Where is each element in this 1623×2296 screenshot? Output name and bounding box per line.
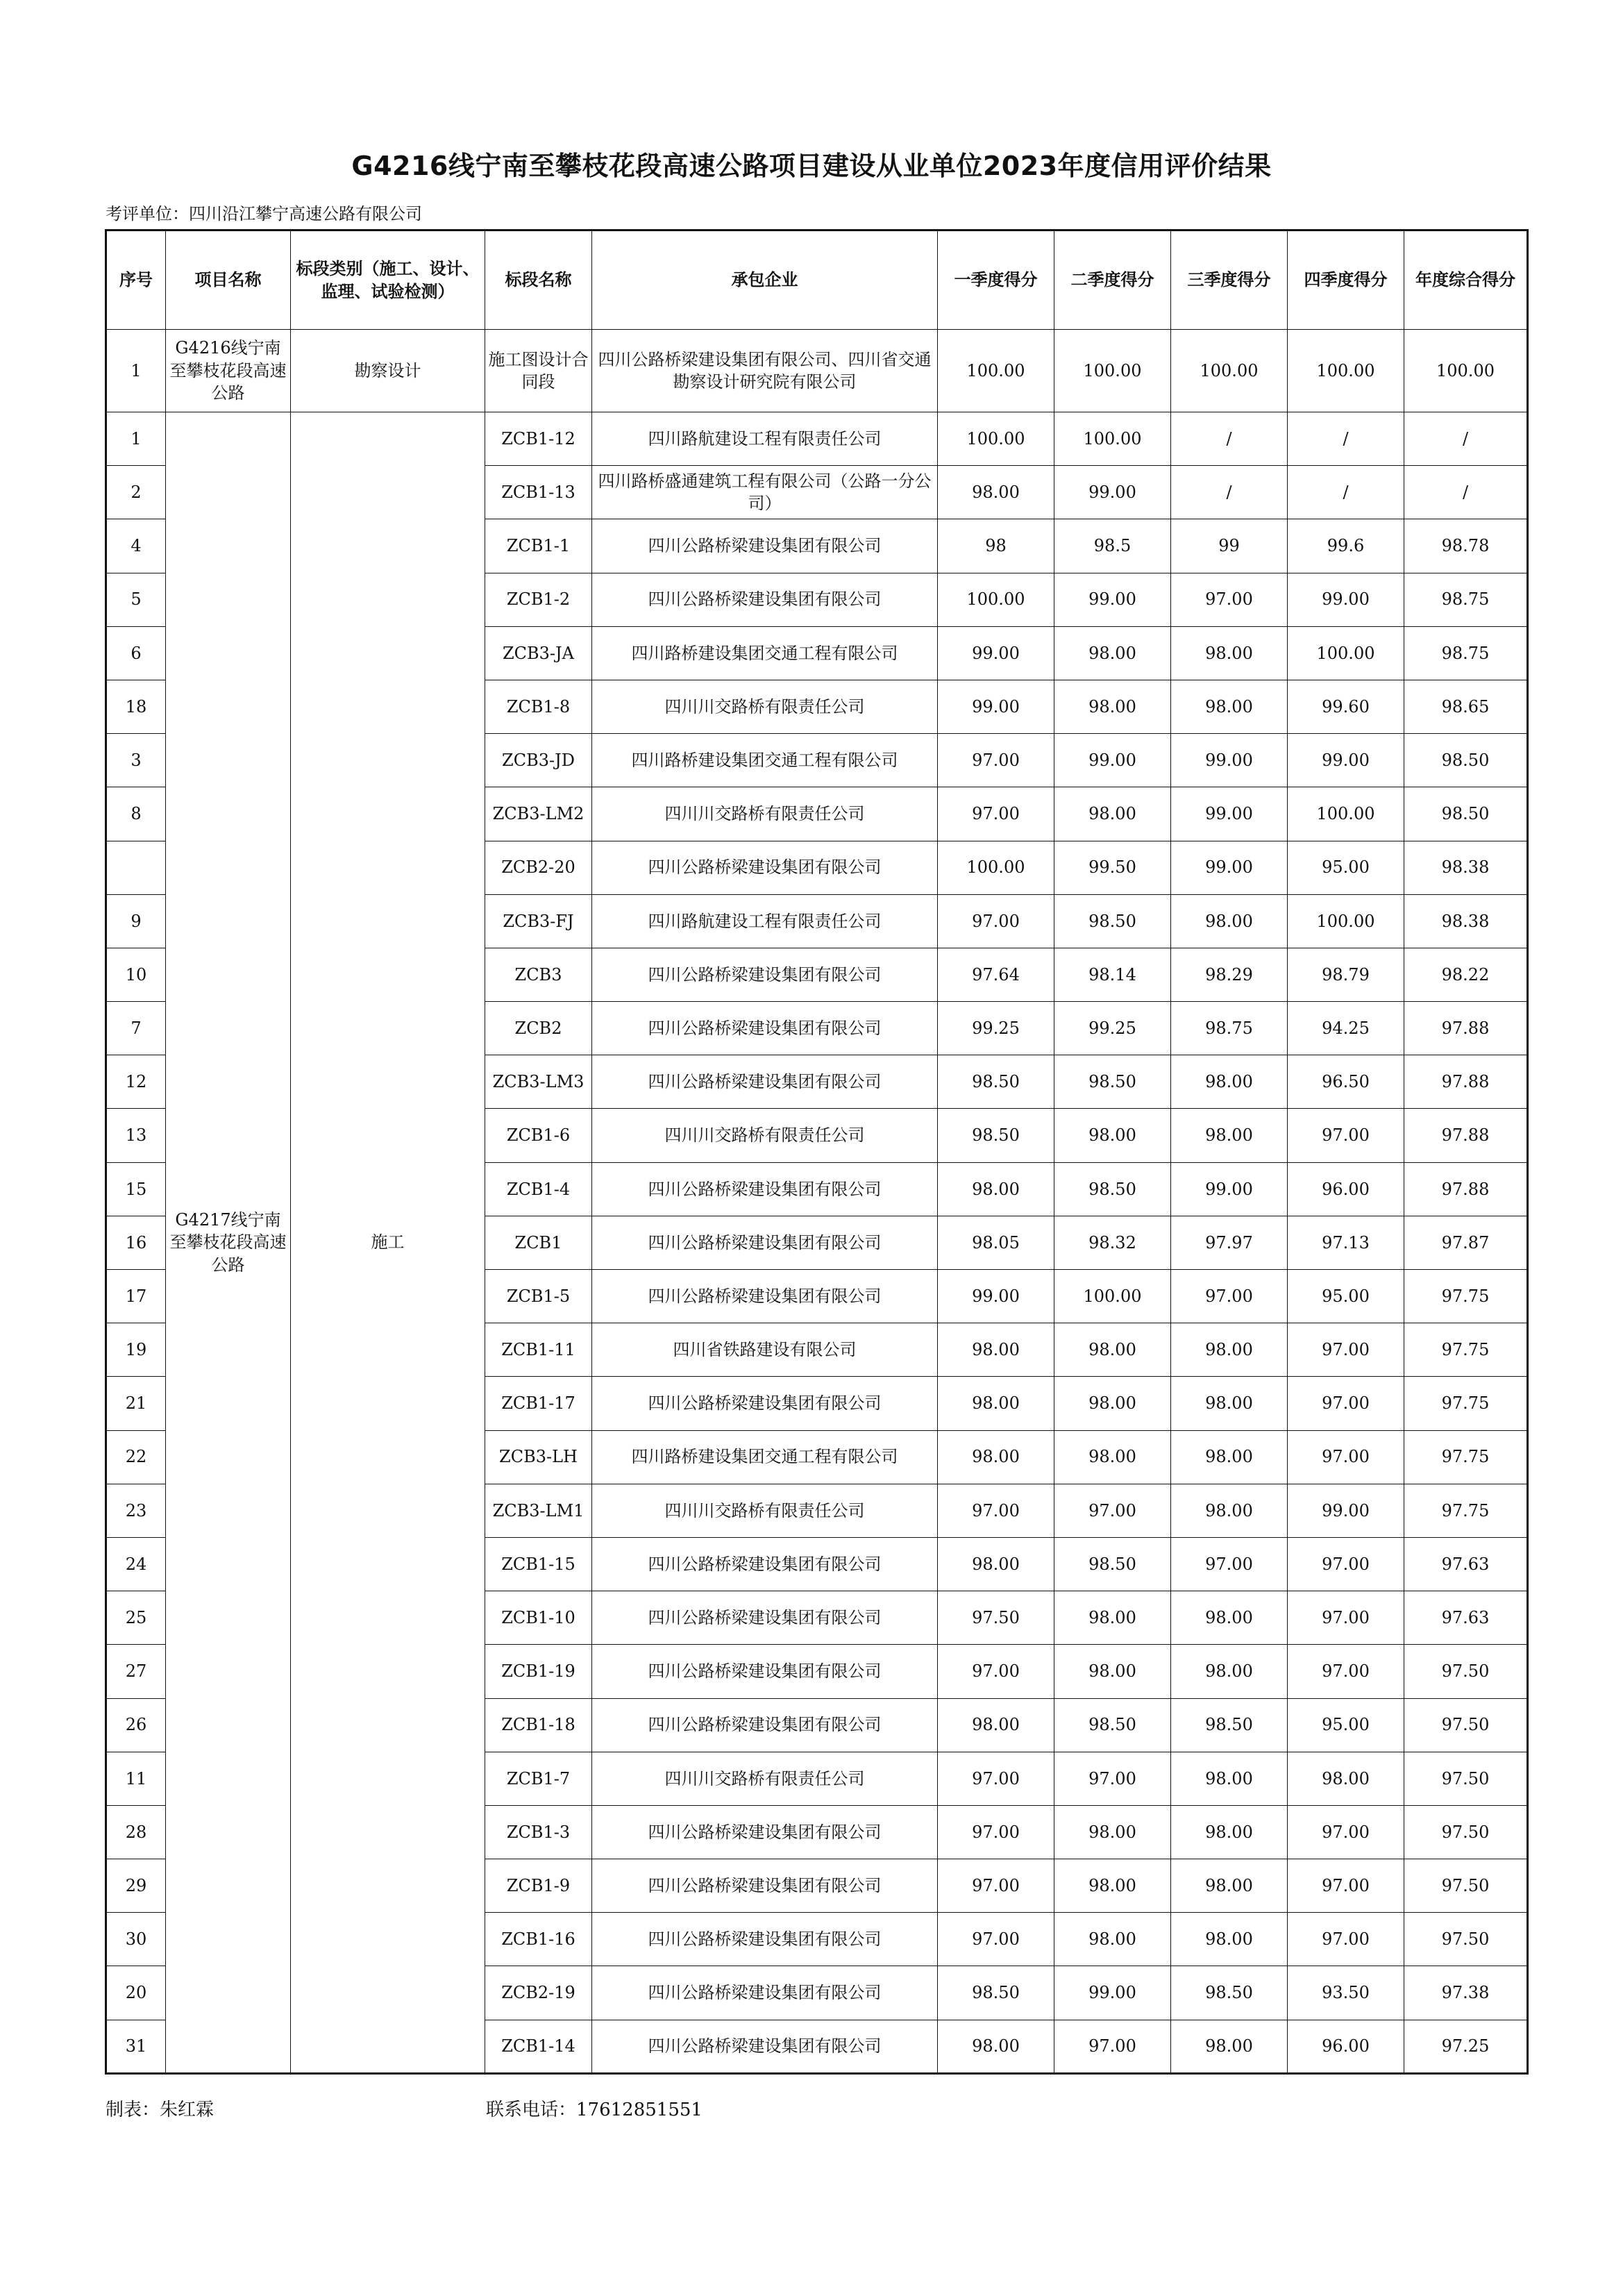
header-annual: 年度综合得分 (1404, 231, 1528, 330)
cell-section: ZCB1-14 (485, 2020, 592, 2073)
cell-q1: 99.00 (938, 680, 1054, 733)
cell-q3: 97.00 (1171, 1270, 1288, 1323)
cell-seq: 25 (106, 1591, 166, 1645)
cell-seq: 2 (106, 466, 166, 519)
cell-contractor: 四川路桥盛通建筑工程有限公司（公路一分公司） (592, 466, 938, 519)
cell-q1: 98.50 (938, 1109, 1054, 1162)
cell-q2: 98.00 (1054, 1109, 1171, 1162)
cell-q3: 98.00 (1171, 2020, 1288, 2073)
cell-q1: 98.50 (938, 1966, 1054, 2020)
cell-q4: 100.00 (1288, 787, 1404, 841)
cell-q1: 98 (938, 519, 1054, 573)
cell-section: 施工图设计合同段 (485, 330, 592, 412)
cell-q3: 98.00 (1171, 1859, 1288, 1913)
cell-q3: 98.29 (1171, 948, 1288, 1001)
cell-q4: / (1288, 412, 1404, 466)
cell-annual: 98.50 (1404, 787, 1528, 841)
cell-q2: 98.50 (1054, 1537, 1171, 1591)
cell-q1: 97.00 (938, 1805, 1054, 1859)
cell-q2: 99.00 (1054, 573, 1171, 626)
cell-annual: 97.75 (1404, 1270, 1528, 1323)
cell-section: ZCB1-13 (485, 466, 592, 519)
cell-q1: 99.00 (938, 1270, 1054, 1323)
cell-q4: 97.00 (1288, 1377, 1404, 1430)
cell-section: ZCB3-LM2 (485, 787, 592, 841)
cell-q2: 97.00 (1054, 2020, 1171, 2073)
cell-annual: 98.78 (1404, 519, 1528, 573)
cell-annual: 98.75 (1404, 626, 1528, 680)
cell-q2: 98.14 (1054, 948, 1171, 1001)
cell-seq: 1 (106, 412, 166, 466)
cell-seq: 1 (106, 330, 166, 412)
cell-section: ZCB1-15 (485, 1537, 592, 1591)
cell-contractor: 四川川交路桥有限责任公司 (592, 1484, 938, 1537)
cell-annual: 100.00 (1404, 330, 1528, 412)
header-section: 标段名称 (485, 231, 592, 330)
cell-annual: 97.50 (1404, 1805, 1528, 1859)
cell-project: G4216线宁南至攀枝花段高速公路 (166, 330, 291, 412)
header-project: 项目名称 (166, 231, 291, 330)
credit-evaluation-table (105, 229, 1529, 2075)
cell-seq: 8 (106, 787, 166, 841)
cell-contractor: 四川公路桥梁建设集团有限公司 (592, 1216, 938, 1269)
cell-contractor: 四川路桥建设集团交通工程有限公司 (592, 734, 938, 787)
cell-q1: 97.00 (938, 1645, 1054, 1698)
cell-q1: 97.00 (938, 1859, 1054, 1913)
cell-contractor: 四川川交路桥有限责任公司 (592, 787, 938, 841)
cell-q3: 98.00 (1171, 1055, 1288, 1109)
cell-q4: 99.6 (1288, 519, 1404, 573)
evaluating-unit: 考评单位：四川沿江攀宁高速公路有限公司 (106, 204, 422, 224)
header-q3: 三季度得分 (1171, 231, 1288, 330)
cell-q2: 98.00 (1054, 1591, 1171, 1645)
cell-section: ZCB1-6 (485, 1109, 592, 1162)
cell-seq: 13 (106, 1109, 166, 1162)
cell-q3: 98.00 (1171, 1109, 1288, 1162)
cell-q2: 99.00 (1054, 1966, 1171, 2020)
cell-q4: 97.00 (1288, 1430, 1404, 1484)
cell-q3: 99.00 (1171, 1162, 1288, 1216)
cell-q3: 98.00 (1171, 626, 1288, 680)
document-title: G4216线宁南至攀枝花段高速公路项目建设从业单位2023年度信用评价结果 (351, 151, 1272, 181)
header-row (106, 231, 1528, 330)
cell-contractor: 四川公路桥梁建设集团有限公司 (592, 948, 938, 1001)
cell-seq: 6 (106, 626, 166, 680)
cell-q3: 98.00 (1171, 1430, 1288, 1484)
cell-seq: 4 (106, 519, 166, 573)
cell-seq: 7 (106, 1002, 166, 1055)
cell-section: ZCB1-12 (485, 412, 592, 466)
cell-annual: 98.75 (1404, 573, 1528, 626)
cell-q4: 96.00 (1288, 2020, 1404, 2073)
cell-seq: 21 (106, 1377, 166, 1430)
cell-contractor: 四川公路桥梁建设集团有限公司 (592, 1913, 938, 1966)
cell-contractor: 四川路桥建设集团交通工程有限公司 (592, 626, 938, 680)
cell-q2: 99.00 (1054, 734, 1171, 787)
cell-q2: 99.25 (1054, 1002, 1171, 1055)
cell-q4: 97.00 (1288, 1805, 1404, 1859)
cell-q2: 98.00 (1054, 1913, 1171, 1966)
cell-section: ZCB3-JD (485, 734, 592, 787)
cell-contractor: 四川公路桥梁建设集团有限公司 (592, 1162, 938, 1216)
cell-q3: 99.00 (1171, 734, 1288, 787)
cell-q4: 99.60 (1288, 680, 1404, 733)
cell-q3: 98.50 (1171, 1698, 1288, 1752)
cell-seq: 22 (106, 1430, 166, 1484)
cell-seq: 12 (106, 1055, 166, 1109)
cell-q3: / (1171, 412, 1288, 466)
cell-contractor: 四川公路桥梁建设集团有限公司 (592, 1002, 938, 1055)
cell-seq: 28 (106, 1805, 166, 1859)
cell-contractor: 四川公路桥梁建设集团有限公司 (592, 1859, 938, 1913)
cell-contractor: 四川川交路桥有限责任公司 (592, 680, 938, 733)
cell-section: ZCB1-7 (485, 1752, 592, 1805)
cell-q3: 98.00 (1171, 1323, 1288, 1377)
cell-annual: / (1404, 412, 1528, 466)
cell-q4: 97.00 (1288, 1859, 1404, 1913)
cell-q1: 98.00 (938, 1162, 1054, 1216)
cell-q3: / (1171, 466, 1288, 519)
cell-section: ZCB3 (485, 948, 592, 1001)
cell-contractor: 四川公路桥梁建设集团有限公司 (592, 1377, 938, 1430)
cell-section: ZCB1-4 (485, 1162, 592, 1216)
cell-annual: 97.88 (1404, 1002, 1528, 1055)
cell-q1: 98.00 (938, 1430, 1054, 1484)
cell-q4: 97.00 (1288, 1645, 1404, 1698)
cell-annual: 97.88 (1404, 1162, 1528, 1216)
cell-seq: 19 (106, 1323, 166, 1377)
cell-q4: 95.00 (1288, 1270, 1404, 1323)
cell-contractor: 四川公路桥梁建设集团有限公司 (592, 519, 938, 573)
cell-q1: 98.00 (938, 466, 1054, 519)
cell-q4: 94.25 (1288, 1002, 1404, 1055)
cell-seq: 26 (106, 1698, 166, 1752)
cell-q3: 98.00 (1171, 1377, 1288, 1430)
cell-seq: 30 (106, 1913, 166, 1966)
cell-annual: 97.88 (1404, 1055, 1528, 1109)
cell-annual: 97.50 (1404, 1645, 1528, 1698)
cell-q4: 96.00 (1288, 1162, 1404, 1216)
cell-q2: 98.00 (1054, 1645, 1171, 1698)
cell-q2: 97.00 (1054, 1484, 1171, 1537)
cell-q2: 98.50 (1054, 1162, 1171, 1216)
table-row-design (106, 330, 1528, 412)
contact-phone: 联系电话：17612851551 (486, 2100, 703, 2120)
cell-q1: 99.25 (938, 1002, 1054, 1055)
cell-q1: 98.00 (938, 1698, 1054, 1752)
cell-q4: 95.00 (1288, 1698, 1404, 1752)
cell-q3: 97.00 (1171, 1537, 1288, 1591)
cell-q1: 98.00 (938, 2020, 1054, 2073)
cell-q1: 98.00 (938, 1377, 1054, 1430)
cell-annual: 97.75 (1404, 1377, 1528, 1430)
cell-seq (106, 841, 166, 894)
cell-contractor: 四川公路桥梁建设集团有限公司 (592, 2020, 938, 2073)
cell-q4: 98.00 (1288, 1752, 1404, 1805)
cell-q2: 98.5 (1054, 519, 1171, 573)
cell-q4: 99.00 (1288, 734, 1404, 787)
cell-section: ZCB3-LM1 (485, 1484, 592, 1537)
cell-seq: 3 (106, 734, 166, 787)
table-row (106, 412, 1528, 466)
cell-q2: 98.00 (1054, 680, 1171, 733)
cell-q4: 97.13 (1288, 1216, 1404, 1269)
cell-q2: 98.32 (1054, 1216, 1171, 1269)
cell-contractor: 四川公路桥梁建设集团有限公司 (592, 1645, 938, 1698)
cell-q2: 98.00 (1054, 626, 1171, 680)
cell-q4: 99.00 (1288, 573, 1404, 626)
cell-category: 勘察设计 (291, 330, 485, 412)
cell-contractor: 四川公路桥梁建设集团有限公司 (592, 1270, 938, 1323)
cell-q1: 97.50 (938, 1591, 1054, 1645)
cell-q2: 98.00 (1054, 787, 1171, 841)
cell-category: 施工 (291, 412, 485, 2074)
cell-seq: 15 (106, 1162, 166, 1216)
cell-section: ZCB3-FJ (485, 894, 592, 948)
cell-section: ZCB3-LM3 (485, 1055, 592, 1109)
cell-seq: 31 (106, 2020, 166, 2073)
cell-q3: 100.00 (1171, 330, 1288, 412)
cell-section: ZCB3-JA (485, 626, 592, 680)
cell-q1: 97.00 (938, 894, 1054, 948)
cell-contractor: 四川公路桥梁建设集团有限公司 (592, 1591, 938, 1645)
cell-annual: / (1404, 466, 1528, 519)
cell-annual: 97.63 (1404, 1591, 1528, 1645)
cell-section: ZCB1-1 (485, 519, 592, 573)
cell-contractor: 四川公路桥梁建设集团有限公司 (592, 1966, 938, 2020)
cell-q2: 98.50 (1054, 1055, 1171, 1109)
cell-q1: 100.00 (938, 573, 1054, 626)
cell-q2: 98.50 (1054, 894, 1171, 948)
cell-q2: 97.00 (1054, 1752, 1171, 1805)
cell-section: ZCB1-2 (485, 573, 592, 626)
cell-contractor: 四川公路桥梁建设集团有限公司 (592, 1698, 938, 1752)
cell-annual: 97.25 (1404, 2020, 1528, 2073)
cell-contractor: 四川公路桥梁建设集团有限公司 (592, 1537, 938, 1591)
cell-q3: 99.00 (1171, 787, 1288, 841)
cell-annual: 98.38 (1404, 894, 1528, 948)
cell-q2: 98.50 (1054, 1698, 1171, 1752)
cell-annual: 97.50 (1404, 1913, 1528, 1966)
cell-q4: 97.00 (1288, 1591, 1404, 1645)
header-q4: 四季度得分 (1288, 231, 1404, 330)
cell-q4: 97.00 (1288, 1913, 1404, 1966)
cell-seq: 9 (106, 894, 166, 948)
cell-q2: 98.00 (1054, 1859, 1171, 1913)
cell-q4: 100.00 (1288, 894, 1404, 948)
cell-q3: 98.00 (1171, 1591, 1288, 1645)
cell-q4: 98.79 (1288, 948, 1404, 1001)
cell-annual: 98.65 (1404, 680, 1528, 733)
header-contractor: 承包企业 (592, 231, 938, 330)
cell-q1: 97.00 (938, 787, 1054, 841)
cell-annual: 97.75 (1404, 1430, 1528, 1484)
cell-section: ZCB2 (485, 1002, 592, 1055)
cell-annual: 97.88 (1404, 1109, 1528, 1162)
cell-contractor: 四川省铁路建设有限公司 (592, 1323, 938, 1377)
cell-q1: 98.00 (938, 1323, 1054, 1377)
cell-q3: 98.00 (1171, 1805, 1288, 1859)
cell-seq: 5 (106, 573, 166, 626)
cell-section: ZCB1-8 (485, 680, 592, 733)
cell-q1: 100.00 (938, 412, 1054, 466)
cell-annual: 97.63 (1404, 1537, 1528, 1591)
cell-q1: 97.00 (938, 734, 1054, 787)
cell-q2: 100.00 (1054, 1270, 1171, 1323)
cell-annual: 98.22 (1404, 948, 1528, 1001)
cell-annual: 97.50 (1404, 1752, 1528, 1805)
cell-q2: 98.00 (1054, 1805, 1171, 1859)
cell-contractor: 四川公路桥梁建设集团有限公司 (592, 1805, 938, 1859)
cell-q3: 98.75 (1171, 1002, 1288, 1055)
cell-contractor: 四川路桥建设集团交通工程有限公司 (592, 1430, 938, 1484)
cell-q4: 97.00 (1288, 1323, 1404, 1377)
cell-q2: 99.00 (1054, 466, 1171, 519)
cell-seq: 29 (106, 1859, 166, 1913)
cell-seq: 27 (106, 1645, 166, 1698)
cell-q1: 97.64 (938, 948, 1054, 1001)
cell-q3: 98.50 (1171, 1966, 1288, 2020)
header-category: 标段类别（施工、设计、监理、试验检测） (291, 231, 485, 330)
cell-q2: 98.00 (1054, 1323, 1171, 1377)
cell-section: ZCB1-19 (485, 1645, 592, 1698)
cell-section: ZCB1-16 (485, 1913, 592, 1966)
cell-q4: 100.00 (1288, 626, 1404, 680)
cell-contractor: 四川公路桥梁建设集团有限公司 (592, 841, 938, 894)
cell-q1: 97.00 (938, 1484, 1054, 1537)
cell-q4: 95.00 (1288, 841, 1404, 894)
cell-contractor: 四川公路桥梁建设集团有限公司 (592, 573, 938, 626)
cell-q4: / (1288, 466, 1404, 519)
cell-q2: 99.50 (1054, 841, 1171, 894)
cell-section: ZCB1-11 (485, 1323, 592, 1377)
cell-contractor: 四川公路桥梁建设集团有限公司、四川省交通勘察设计研究院有限公司 (592, 330, 938, 412)
cell-contractor: 四川路航建设工程有限责任公司 (592, 412, 938, 466)
cell-q3: 98.00 (1171, 1913, 1288, 1966)
cell-q2: 100.00 (1054, 412, 1171, 466)
cell-q4: 97.00 (1288, 1109, 1404, 1162)
cell-q2: 100.00 (1054, 330, 1171, 412)
cell-annual: 97.75 (1404, 1323, 1528, 1377)
cell-q4: 96.50 (1288, 1055, 1404, 1109)
cell-section: ZCB1 (485, 1216, 592, 1269)
cell-project: G4217线宁南至攀枝花段高速公路 (166, 412, 291, 2074)
cell-q1: 100.00 (938, 841, 1054, 894)
cell-q3: 98.00 (1171, 1645, 1288, 1698)
cell-q3: 99 (1171, 519, 1288, 573)
cell-section: ZCB3-LH (485, 1430, 592, 1484)
cell-contractor: 四川川交路桥有限责任公司 (592, 1109, 938, 1162)
cell-section: ZCB2-20 (485, 841, 592, 894)
cell-q1: 99.00 (938, 626, 1054, 680)
cell-annual: 97.50 (1404, 1859, 1528, 1913)
cell-seq: 18 (106, 680, 166, 733)
cell-q1: 100.00 (938, 330, 1054, 412)
cell-seq: 10 (106, 948, 166, 1001)
cell-q2: 98.00 (1054, 1377, 1171, 1430)
cell-contractor: 四川公路桥梁建设集团有限公司 (592, 1055, 938, 1109)
header-q1: 一季度得分 (938, 231, 1054, 330)
cell-q4: 100.00 (1288, 330, 1404, 412)
header-q2: 二季度得分 (1054, 231, 1171, 330)
cell-annual: 98.50 (1404, 734, 1528, 787)
cell-section: ZCB1-18 (485, 1698, 592, 1752)
cell-q3: 98.00 (1171, 680, 1288, 733)
cell-q4: 99.00 (1288, 1484, 1404, 1537)
cell-q3: 99.00 (1171, 841, 1288, 894)
cell-q1: 97.00 (938, 1913, 1054, 1966)
cell-q3: 98.00 (1171, 1484, 1288, 1537)
header-seq: 序号 (106, 231, 166, 330)
cell-q1: 97.00 (938, 1752, 1054, 1805)
cell-seq: 23 (106, 1484, 166, 1537)
cell-contractor: 四川路航建设工程有限责任公司 (592, 894, 938, 948)
cell-seq: 20 (106, 1966, 166, 2020)
cell-annual: 97.50 (1404, 1698, 1528, 1752)
cell-contractor: 四川川交路桥有限责任公司 (592, 1752, 938, 1805)
cell-annual: 98.38 (1404, 841, 1528, 894)
cell-q1: 98.00 (938, 1537, 1054, 1591)
cell-annual: 97.38 (1404, 1966, 1528, 2020)
cell-q3: 98.00 (1171, 1752, 1288, 1805)
cell-annual: 97.75 (1404, 1484, 1528, 1537)
cell-q4: 97.00 (1288, 1537, 1404, 1591)
cell-q3: 97.00 (1171, 573, 1288, 626)
cell-section: ZCB1-10 (485, 1591, 592, 1645)
cell-section: ZCB1-5 (485, 1270, 592, 1323)
cell-seq: 16 (106, 1216, 166, 1269)
cell-q4: 93.50 (1288, 1966, 1404, 2020)
cell-seq: 17 (106, 1270, 166, 1323)
cell-section: ZCB2-19 (485, 1966, 592, 2020)
cell-annual: 97.87 (1404, 1216, 1528, 1269)
cell-section: ZCB1-17 (485, 1377, 592, 1430)
cell-q3: 97.97 (1171, 1216, 1288, 1269)
cell-q2: 98.00 (1054, 1430, 1171, 1484)
cell-section: ZCB1-3 (485, 1805, 592, 1859)
cell-seq: 11 (106, 1752, 166, 1805)
cell-q3: 98.00 (1171, 894, 1288, 948)
cell-q1: 98.50 (938, 1055, 1054, 1109)
cell-seq: 24 (106, 1537, 166, 1591)
prepared-by: 制表：朱红霖 (106, 2100, 215, 2120)
cell-q1: 98.05 (938, 1216, 1054, 1269)
cell-section: ZCB1-9 (485, 1859, 592, 1913)
